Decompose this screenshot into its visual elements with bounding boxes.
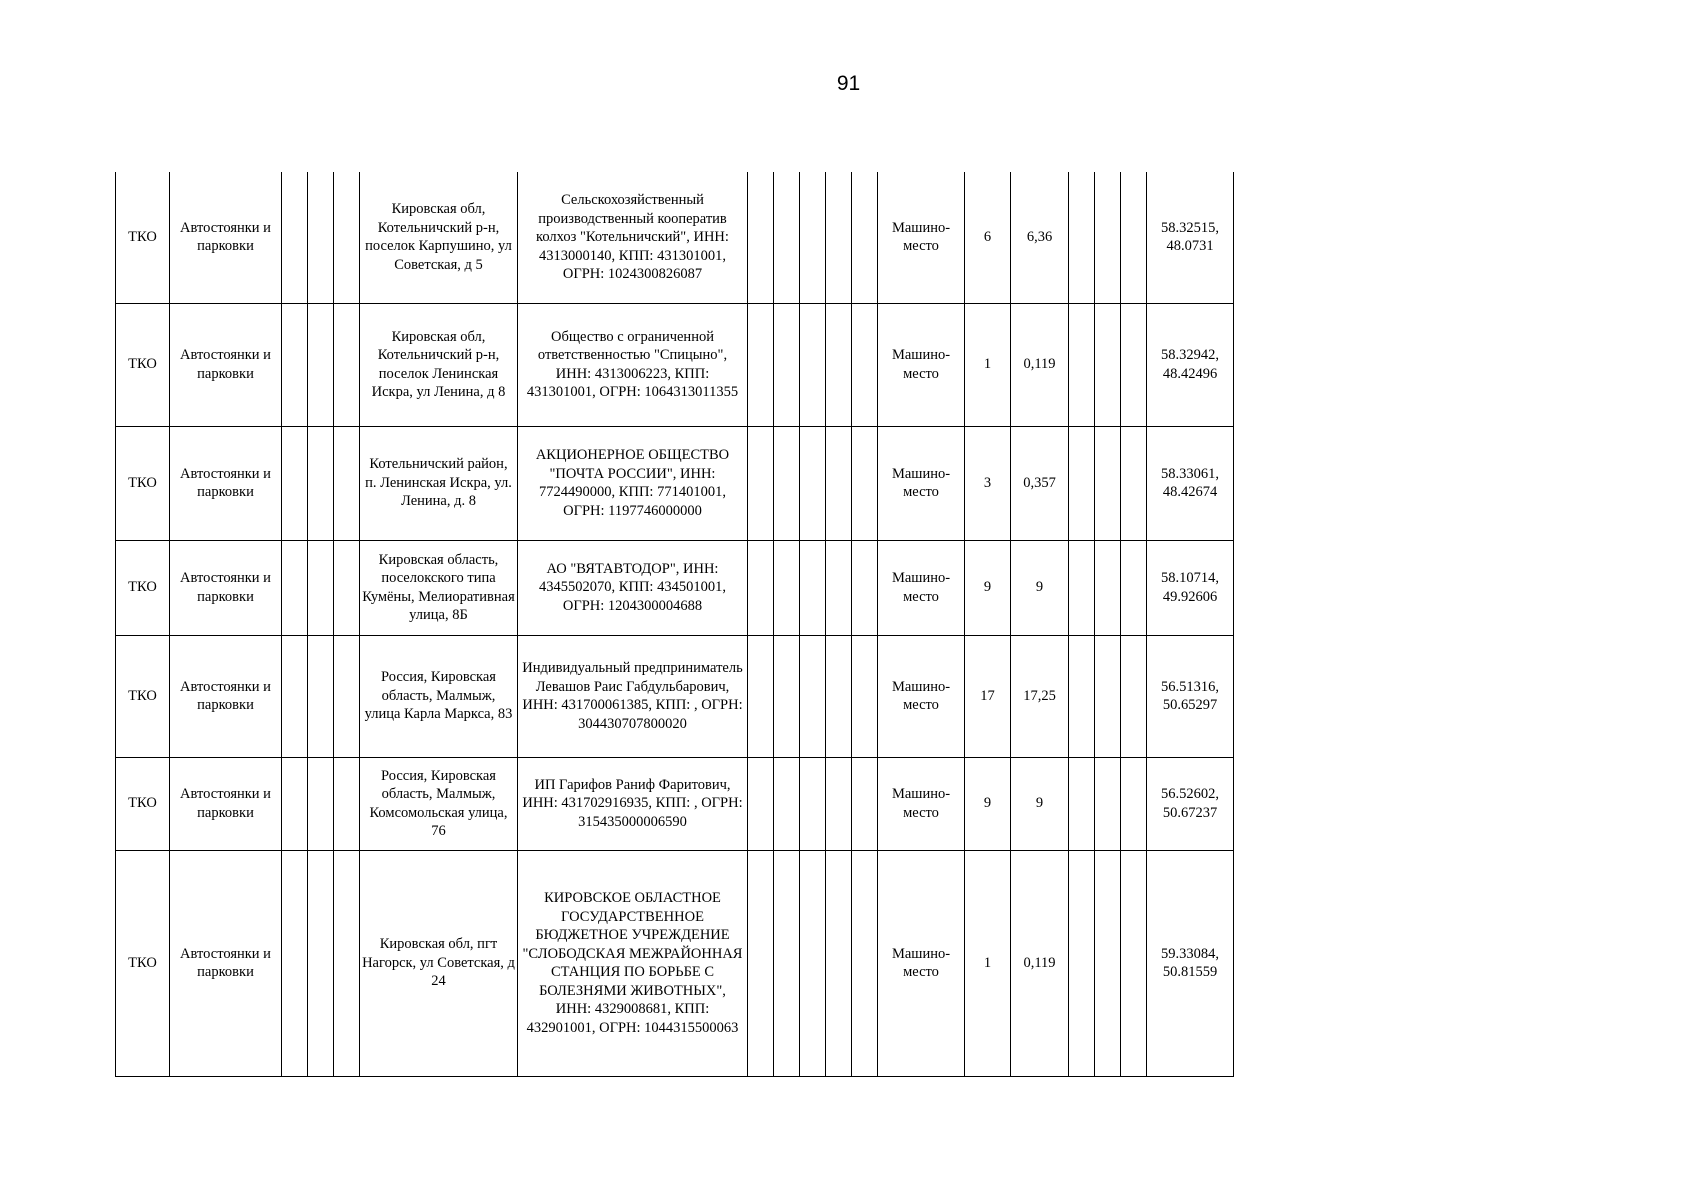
owner-cell: АО "ВЯТАВТОДОР", ИНН: 4345502070, КПП: 434501001, ОГРН: 1204300004688 [518, 540, 748, 635]
object-type-cell: Автостоянки и парковки [170, 303, 282, 426]
category-cell: ТКО [116, 540, 170, 635]
empty-cell [334, 757, 360, 850]
coordinates-cell: 56.51316, 50.65297 [1147, 635, 1234, 757]
volume-cell: 17,25 [1011, 635, 1069, 757]
empty-cell [308, 540, 334, 635]
empty-cell [1069, 303, 1095, 426]
unit-cell: Машино-место [878, 635, 965, 757]
empty-cell [1121, 850, 1147, 1076]
empty-cell [852, 757, 878, 850]
empty-cell [1069, 757, 1095, 850]
empty-cell [774, 540, 800, 635]
empty-cell [748, 635, 774, 757]
empty-cell [1095, 757, 1121, 850]
unit-cell: Машино-место [878, 303, 965, 426]
empty-cell [1069, 850, 1095, 1076]
empty-cell [1121, 426, 1147, 540]
empty-cell [282, 172, 308, 303]
empty-cell [282, 757, 308, 850]
empty-cell [748, 303, 774, 426]
empty-cell [748, 850, 774, 1076]
empty-cell [282, 850, 308, 1076]
empty-cell [308, 635, 334, 757]
coordinates-cell: 58.32515, 48.0731 [1147, 172, 1234, 303]
quantity-cell: 17 [965, 635, 1011, 757]
object-type-cell: Автостоянки и парковки [170, 635, 282, 757]
empty-cell [308, 426, 334, 540]
empty-cell [774, 303, 800, 426]
volume-cell: 9 [1011, 540, 1069, 635]
volume-cell: 6,36 [1011, 172, 1069, 303]
unit-cell: Машино-место [878, 850, 965, 1076]
object-type-cell: Автостоянки и парковки [170, 172, 282, 303]
page-number: 91 [836, 72, 861, 95]
volume-cell: 0,119 [1011, 850, 1069, 1076]
empty-cell [748, 172, 774, 303]
coordinates-cell: 59.33084, 50.81559 [1147, 850, 1234, 1076]
table-row [116, 540, 1234, 635]
empty-cell [800, 635, 826, 757]
quantity-cell: 6 [965, 172, 1011, 303]
empty-cell [282, 426, 308, 540]
empty-cell [748, 757, 774, 850]
empty-cell [774, 635, 800, 757]
empty-cell [774, 172, 800, 303]
owner-cell: ИП Гарифов Раниф Фаритович, ИНН: 431702916935, КПП: , ОГРН: 315435000006590 [518, 757, 748, 850]
empty-cell [308, 172, 334, 303]
empty-cell [748, 540, 774, 635]
empty-cell [774, 850, 800, 1076]
empty-cell [748, 426, 774, 540]
address-cell: Россия, Кировская область, Малмыж, Комсомольская улица, 76 [360, 757, 518, 850]
empty-cell [800, 850, 826, 1076]
table-row [116, 172, 1234, 303]
owner-cell: Индивидуальный предприниматель Левашов Раис Габдульбарович, ИНН: 431700061385, КПП: , ОГРН: 304430707800020 [518, 635, 748, 757]
empty-cell [334, 850, 360, 1076]
empty-cell [1095, 426, 1121, 540]
empty-cell [1121, 635, 1147, 757]
table-row [116, 635, 1234, 757]
owner-cell: АКЦИОНЕРНОЕ ОБЩЕСТВО "ПОЧТА РОССИИ", ИНН: 7724490000, КПП: 771401001, ОГРН: 1197746000000 [518, 426, 748, 540]
coordinates-cell: 58.32942, 48.42496 [1147, 303, 1234, 426]
empty-cell [826, 850, 852, 1076]
quantity-cell: 9 [965, 757, 1011, 850]
unit-cell: Машино-место [878, 540, 965, 635]
empty-cell [826, 540, 852, 635]
empty-cell [308, 303, 334, 426]
empty-cell [282, 540, 308, 635]
empty-cell [334, 303, 360, 426]
empty-cell [1069, 540, 1095, 635]
quantity-cell: 1 [965, 303, 1011, 426]
table-row [116, 303, 1234, 426]
empty-cell [282, 635, 308, 757]
volume-cell: 9 [1011, 757, 1069, 850]
empty-cell [1121, 757, 1147, 850]
category-cell: ТКО [116, 426, 170, 540]
object-type-cell: Автостоянки и парковки [170, 426, 282, 540]
empty-cell [800, 757, 826, 850]
empty-cell [334, 426, 360, 540]
empty-cell [774, 426, 800, 540]
owner-cell: КИРОВСКОЕ ОБЛАСТНОЕ ГОСУДАРСТВЕННОЕ БЮДЖЕТНОЕ УЧРЕЖДЕНИЕ "СЛОБОДСКАЯ МЕЖРАЙОННАЯ СТАНЦИЯ ПО БОРЬБЕ С БОЛЕЗНЯМИ ЖИВОТНЫХ", ИНН: 4329008681, КПП: 432901001, ОГРН: 1044315500063 [518, 850, 748, 1076]
empty-cell [308, 850, 334, 1076]
empty-cell [1121, 303, 1147, 426]
owner-cell: Сельскохозяйственный производственный кооператив колхоз "Котельничский", ИНН: 4313000140, КПП: 431301001, ОГРН: 1024300826087 [518, 172, 748, 303]
empty-cell [1095, 850, 1121, 1076]
empty-cell [1069, 635, 1095, 757]
empty-cell [826, 757, 852, 850]
table-row [116, 850, 1234, 1076]
empty-cell [334, 540, 360, 635]
empty-cell [1095, 303, 1121, 426]
empty-cell [852, 850, 878, 1076]
address-cell: Котельничский район, п. Ленинская Искра, ул. Ленина, д. 8 [360, 426, 518, 540]
unit-cell: Машино-место [878, 172, 965, 303]
empty-cell [826, 635, 852, 757]
empty-cell [800, 426, 826, 540]
table-row [116, 426, 1234, 540]
empty-cell [282, 303, 308, 426]
empty-cell [826, 426, 852, 540]
empty-cell [1095, 540, 1121, 635]
quantity-cell: 3 [965, 426, 1011, 540]
address-cell: Кировская обл, пгт Нагорск, ул Советская, д 24 [360, 850, 518, 1076]
quantity-cell: 9 [965, 540, 1011, 635]
empty-cell [774, 757, 800, 850]
category-cell: ТКО [116, 757, 170, 850]
object-type-cell: Автостоянки и парковки [170, 757, 282, 850]
empty-cell [800, 172, 826, 303]
category-cell: ТКО [116, 635, 170, 757]
empty-cell [852, 540, 878, 635]
empty-cell [334, 635, 360, 757]
volume-cell: 0,357 [1011, 426, 1069, 540]
object-type-cell: Автостоянки и парковки [170, 850, 282, 1076]
coordinates-cell: 58.10714, 49.92606 [1147, 540, 1234, 635]
empty-cell [852, 303, 878, 426]
table-row [116, 757, 1234, 850]
empty-cell [1095, 172, 1121, 303]
empty-cell [826, 172, 852, 303]
address-cell: Кировская обл, Котельничский р-н, поселок Ленинская Искра, ул Ленина, д 8 [360, 303, 518, 426]
empty-cell [800, 540, 826, 635]
category-cell: ТКО [116, 850, 170, 1076]
empty-cell [1069, 172, 1095, 303]
empty-cell [1069, 426, 1095, 540]
coordinates-cell: 58.33061, 48.42674 [1147, 426, 1234, 540]
address-cell: Россия, Кировская область, Малмыж, улица Карла Маркса, 83 [360, 635, 518, 757]
empty-cell [1095, 635, 1121, 757]
empty-cell [308, 757, 334, 850]
empty-cell [852, 426, 878, 540]
unit-cell: Машино-место [878, 757, 965, 850]
empty-cell [1121, 540, 1147, 635]
address-cell: Кировская область, поселокского типа Кумёны, Мелиоративная улица, 8Б [360, 540, 518, 635]
empty-cell [800, 303, 826, 426]
registry-table [115, 172, 1234, 1077]
owner-cell: Общество с ограниченной ответственностью "Спицыно", ИНН: 4313006223, КПП: 431301001, ОГРН: 1064313011355 [518, 303, 748, 426]
address-cell: Кировская обл, Котельничский р-н, поселок Карпушино, ул Советская, д 5 [360, 172, 518, 303]
category-cell: ТКО [116, 303, 170, 426]
volume-cell: 0,119 [1011, 303, 1069, 426]
object-type-cell: Автостоянки и парковки [170, 540, 282, 635]
empty-cell [852, 172, 878, 303]
empty-cell [852, 635, 878, 757]
empty-cell [1121, 172, 1147, 303]
category-cell: ТКО [116, 172, 170, 303]
empty-cell [334, 172, 360, 303]
coordinates-cell: 56.52602, 50.67237 [1147, 757, 1234, 850]
quantity-cell: 1 [965, 850, 1011, 1076]
unit-cell: Машино-место [878, 426, 965, 540]
empty-cell [826, 303, 852, 426]
